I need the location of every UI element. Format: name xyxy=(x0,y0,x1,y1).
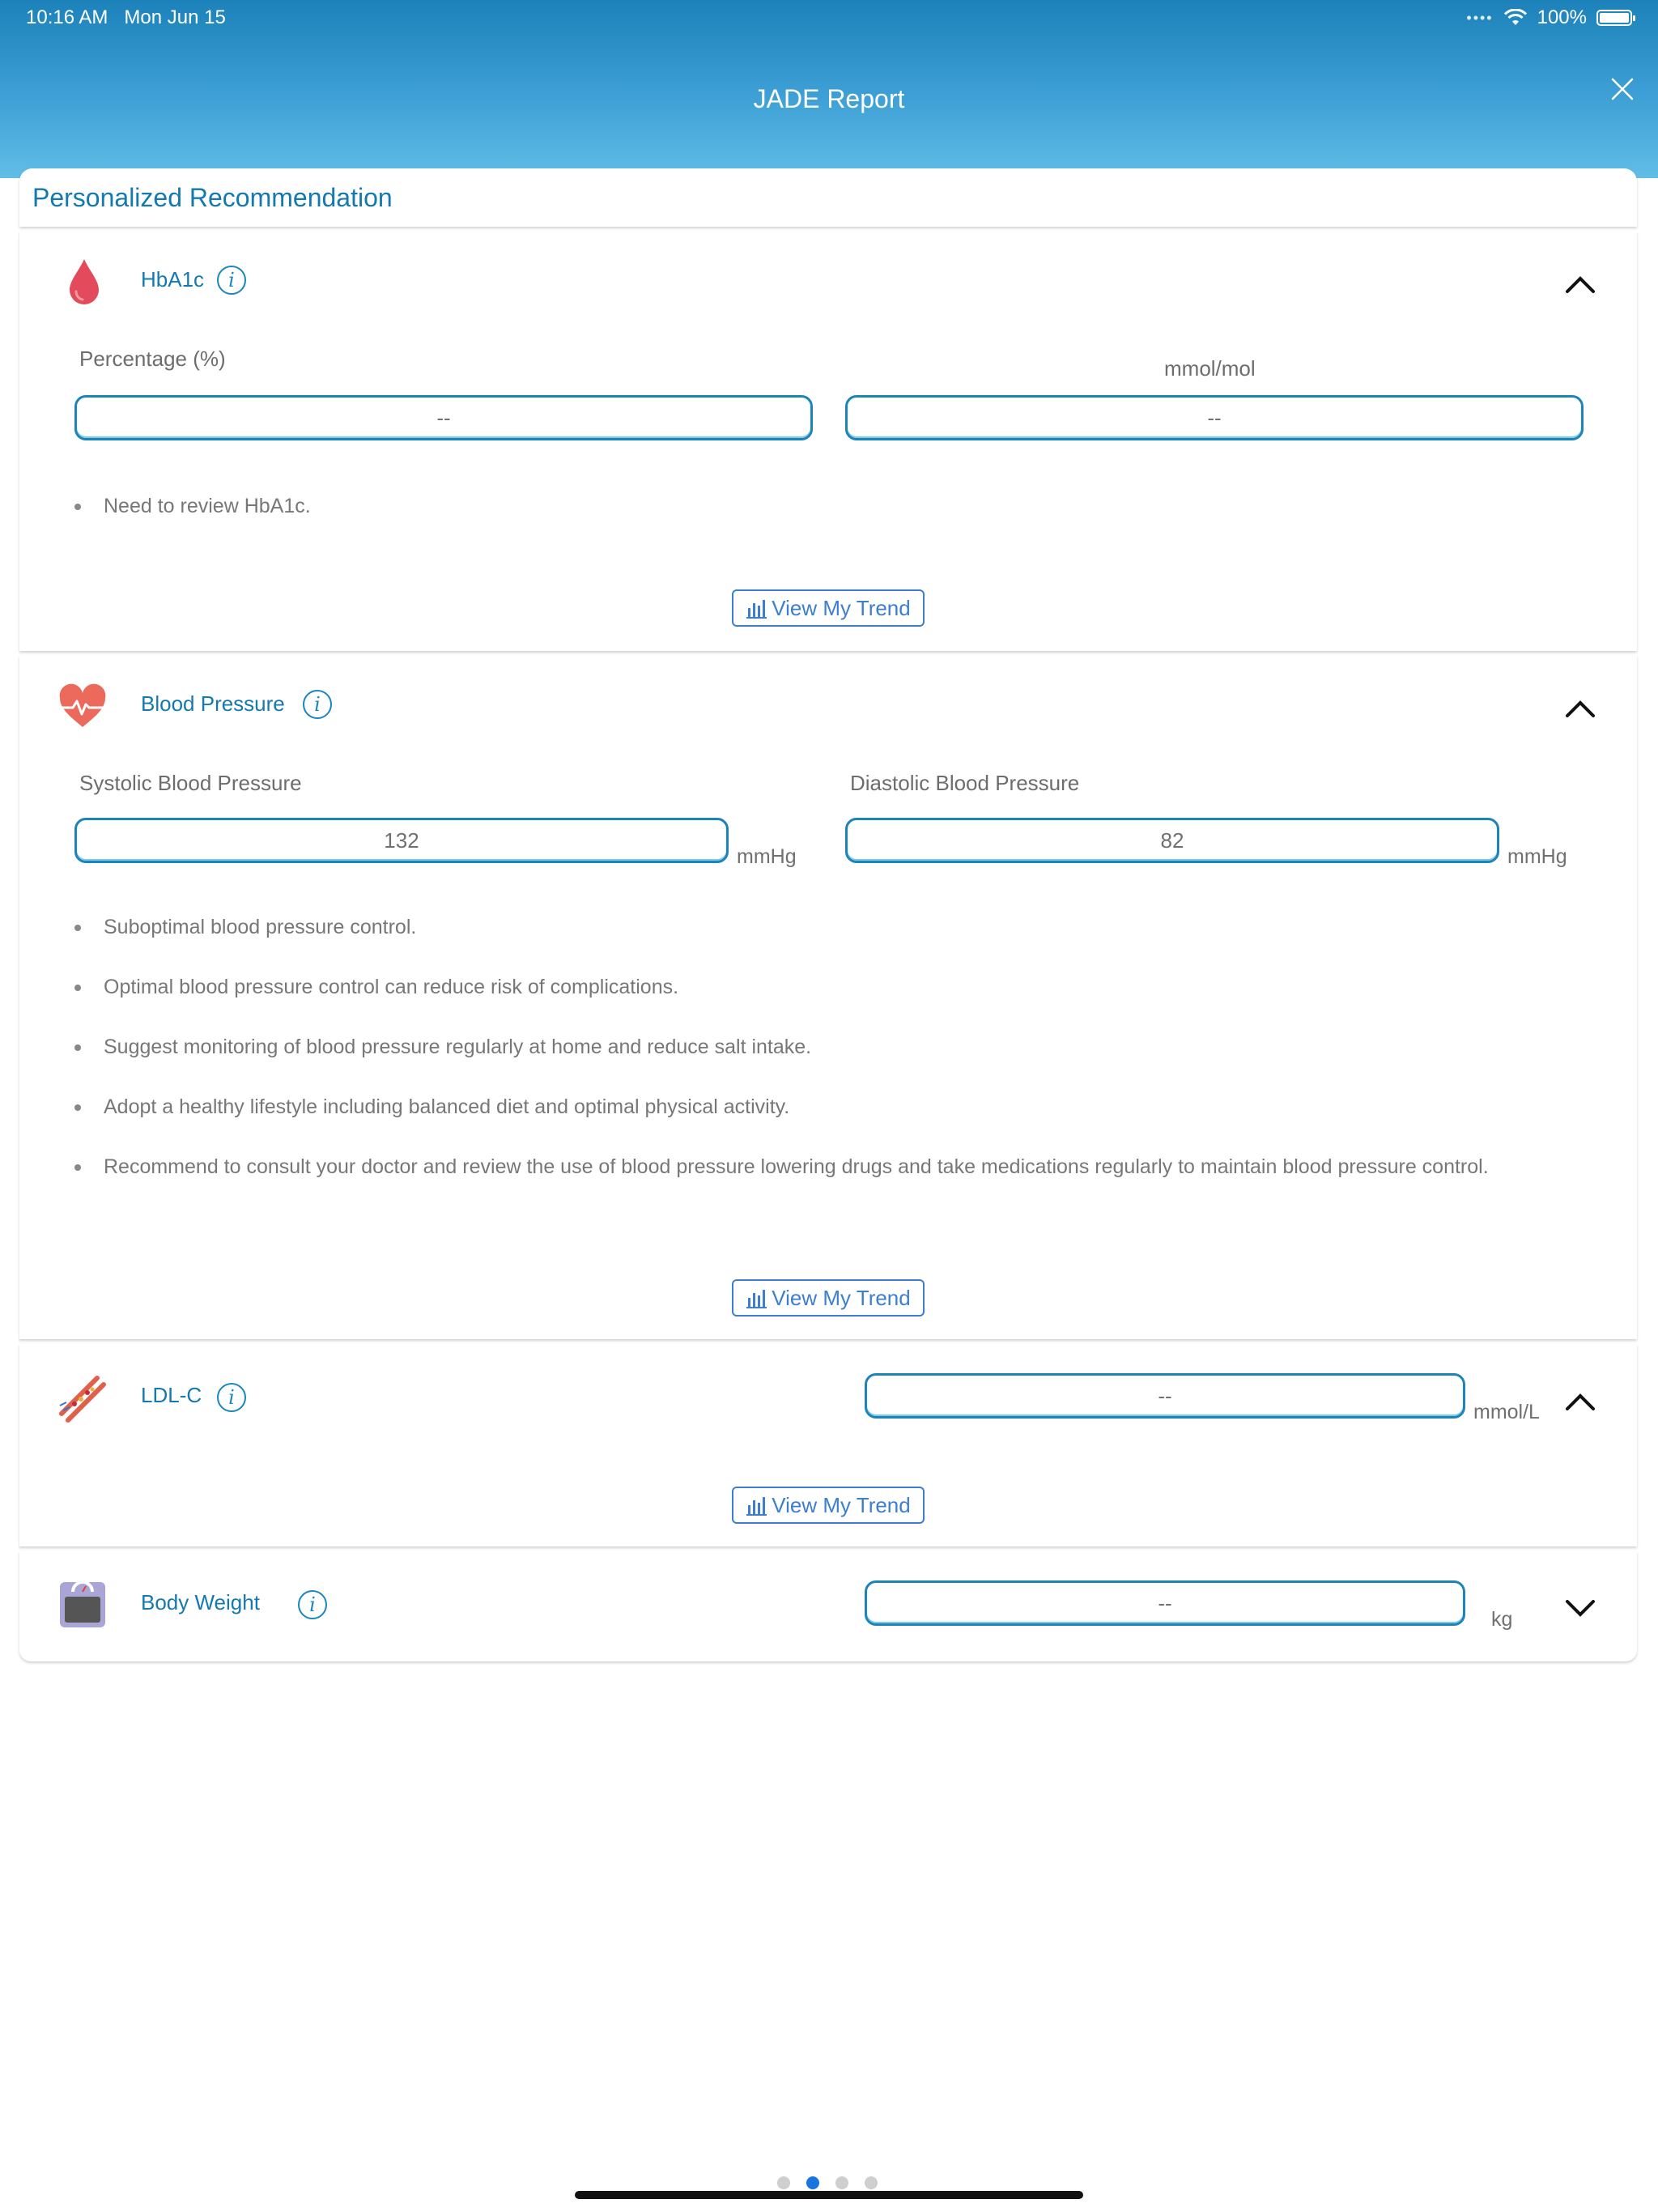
hba1c-view-trend-button[interactable]: View My Trend xyxy=(732,589,925,627)
ldl-field[interactable]: -- xyxy=(865,1373,1465,1419)
hba1c-mmol-field[interactable]: -- xyxy=(845,395,1584,440)
page-dot[interactable] xyxy=(777,2176,790,2189)
blood-drop-icon xyxy=(58,256,110,308)
bar-chart-icon xyxy=(746,1287,768,1309)
home-indicator xyxy=(575,2191,1083,2199)
list-item: Suboptimal blood pressure control. xyxy=(71,913,1577,941)
recommendation-card-header xyxy=(19,168,1637,227)
ldl-info-icon[interactable]: i xyxy=(217,1383,246,1412)
list-item: Optimal blood pressure control can reduce risk of complications. xyxy=(71,973,1577,1001)
hba1c-percentage-label: Percentage (%) xyxy=(79,347,226,371)
body-weight-unit: kg xyxy=(1491,1608,1513,1631)
blood-vessel-icon xyxy=(57,1373,108,1425)
hba1c-label: HbA1c xyxy=(141,267,205,291)
weight-scale-icon xyxy=(57,1579,108,1631)
page-dot[interactable] xyxy=(835,2176,848,2189)
list-item: Adopt a healthy lifestyle including balanced diet and optimal physical activity. xyxy=(71,1093,1577,1121)
wifi-icon xyxy=(1503,9,1528,27)
ldl-unit: mmol/L xyxy=(1473,1401,1540,1423)
page-indicator[interactable] xyxy=(777,2176,878,2189)
systolic-unit: mmHg xyxy=(737,845,797,868)
blood-pressure-info-icon[interactable]: i xyxy=(303,690,332,719)
body-weight-field[interactable]: -- xyxy=(865,1580,1465,1626)
status-indicators xyxy=(1466,6,1632,29)
close-icon[interactable] xyxy=(1608,74,1637,104)
list-item: Suggest monitoring of blood pressure regularly at home and reduce salt intake. xyxy=(71,1033,1577,1061)
chevron-up-icon[interactable] xyxy=(1564,274,1596,295)
header-bar xyxy=(0,0,1658,178)
blood-pressure-recommendations xyxy=(71,913,1577,1180)
ldl-section xyxy=(19,1344,1637,1546)
bp-view-trend-button[interactable]: View My Trend xyxy=(732,1279,925,1317)
chevron-up-icon[interactable] xyxy=(1564,1391,1596,1412)
hba1c-info-icon[interactable]: i xyxy=(217,266,246,295)
bar-chart-icon xyxy=(746,597,768,619)
status-time: 10:16 AM Mon Jun 15 xyxy=(26,6,226,28)
hba1c-percentage-field[interactable]: -- xyxy=(74,395,813,440)
list-item: Recommend to consult your doctor and review the use of blood pressure lowering drugs and take medications regularly to maintain blood pressure control. xyxy=(71,1153,1577,1180)
diastolic-label: Diastolic Blood Pressure xyxy=(850,771,1080,795)
hba1c-mmol-label: mmol/mol xyxy=(1164,356,1256,381)
body-weight-section xyxy=(19,1551,1637,1661)
ldl-label: LDL-C xyxy=(141,1383,202,1407)
chevron-up-icon[interactable] xyxy=(1564,698,1596,719)
systolic-label: Systolic Blood Pressure xyxy=(79,771,302,795)
list-item: Need to review HbA1c. xyxy=(71,492,1577,520)
blood-pressure-label: Blood Pressure xyxy=(141,691,285,716)
hba1c-section xyxy=(19,232,1637,651)
card-title: Personalized Recommendation xyxy=(32,183,393,212)
body-weight-label: Body Weight xyxy=(141,1590,260,1614)
cellular-dots-icon: •••• xyxy=(1466,9,1494,26)
page-dot[interactable] xyxy=(865,2176,878,2189)
diastolic-field[interactable]: 82 xyxy=(845,818,1499,863)
body-weight-info-icon[interactable]: i xyxy=(298,1590,327,1619)
bar-chart-icon xyxy=(746,1494,768,1516)
hba1c-recommendations xyxy=(71,492,1577,520)
chevron-down-icon[interactable] xyxy=(1564,1598,1596,1619)
systolic-field[interactable]: 132 xyxy=(74,818,729,863)
battery-icon xyxy=(1596,10,1632,26)
ldl-view-trend-button[interactable]: View My Trend xyxy=(732,1487,925,1524)
page-title: JADE Report xyxy=(753,84,905,113)
battery-percent: 100% xyxy=(1537,6,1587,28)
page-dot-active[interactable] xyxy=(806,2176,819,2189)
diastolic-unit: mmHg xyxy=(1507,845,1567,868)
heart-pulse-icon xyxy=(57,682,108,734)
blood-pressure-section xyxy=(19,656,1637,1339)
